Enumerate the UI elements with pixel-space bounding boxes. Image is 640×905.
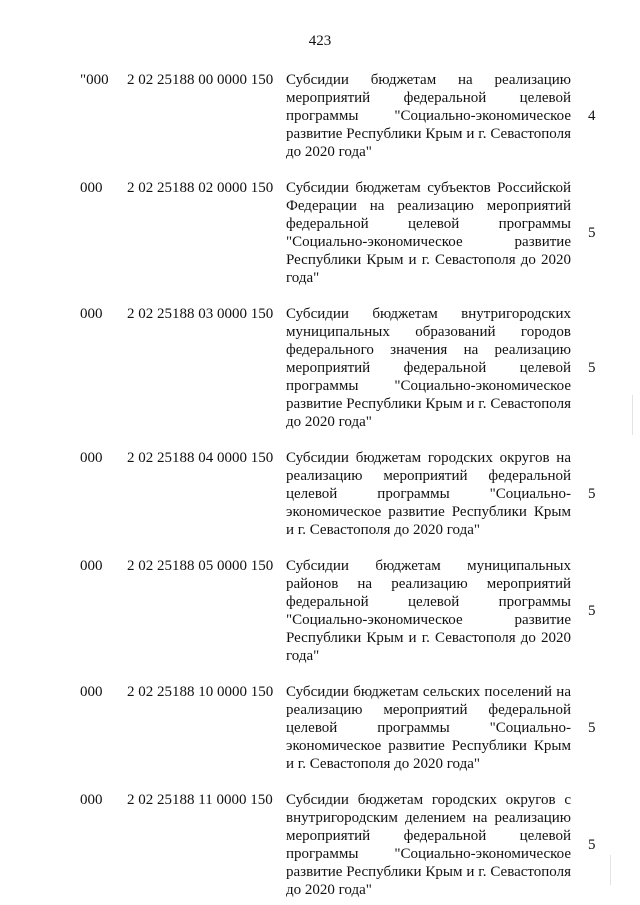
amount-value: 5 bbox=[588, 837, 596, 853]
table-row bbox=[0, 791, 640, 899]
table-row bbox=[0, 449, 640, 539]
revenue-description: Субсидии бюджетам городских округов на реализацию мероприятий федеральной целевой программы "Социально-экономическое развитие Республики Крым и г. Севастополя до 2020 года" bbox=[286, 450, 571, 538]
table-row bbox=[0, 179, 640, 287]
admin-code: "000 bbox=[80, 72, 109, 88]
revenue-description: Субсидии бюджетам на реализацию мероприятий федеральной целевой программы "Социально-экономическое развитие Республики Крым и г. Севастополя до 2020 года" bbox=[286, 72, 571, 160]
admin-code: 000 bbox=[80, 558, 103, 574]
scan-edge-mark bbox=[632, 395, 633, 435]
budget-code: 2 02 25188 02 0000 150 bbox=[127, 180, 274, 196]
scan-edge-mark bbox=[610, 855, 611, 885]
table-row bbox=[0, 557, 640, 665]
budget-code: 2 02 25188 11 0000 150 bbox=[127, 792, 273, 808]
table-row bbox=[0, 71, 640, 161]
revenue-description: Субсидии бюджетам субъектов Российской Федерации на реализацию мероприятий федеральной целевой программы "Социально-экономическое развитие Республики Крым и г. Севастополя до 2020 года" bbox=[286, 180, 571, 286]
page-number: 423 bbox=[308, 33, 332, 49]
amount-value: 5 bbox=[588, 225, 596, 241]
budget-classification-table bbox=[0, 71, 640, 899]
admin-code: 000 bbox=[80, 792, 103, 808]
budget-code: 2 02 25188 05 0000 150 bbox=[127, 558, 274, 574]
budget-code: 2 02 25188 04 0000 150 bbox=[127, 450, 274, 466]
table-row bbox=[0, 683, 640, 773]
amount-value: 5 bbox=[588, 603, 596, 619]
amount-value: 4 bbox=[588, 108, 596, 124]
revenue-description: Субсидии бюджетам муниципальных районов на реализацию мероприятий федеральной целевой программы "Социально-экономическое развитие Республики Крым и г. Севастополя до 2020 года" bbox=[286, 558, 571, 664]
amount-value: 5 bbox=[588, 360, 596, 376]
budget-code: 2 02 25188 03 0000 150 bbox=[127, 306, 274, 322]
table-row bbox=[0, 305, 640, 431]
revenue-description: Субсидии бюджетам внутригородских муниципальных образований городов федерального значения на реализацию мероприятий федеральной целевой программы "Социально-экономическое развитие Республики Крым и г. Севастополя до 2020 года" bbox=[286, 306, 571, 430]
admin-code: 000 bbox=[80, 684, 103, 700]
revenue-description: Субсидии бюджетам городских округов с внутригородским делением на реализацию мероприятий федеральной целевой программы "Социально-экономическое развитие Республики Крым и г. Севастополя до 2020 года" bbox=[286, 792, 571, 898]
admin-code: 000 bbox=[80, 306, 103, 322]
revenue-description: Субсидии бюджетам сельских поселений на реализацию мероприятий федеральной целевой программы "Социально-экономическое развитие Республики Крым и г. Севастополя до 2020 года" bbox=[286, 684, 571, 772]
admin-code: 000 bbox=[80, 180, 103, 196]
admin-code: 000 bbox=[80, 450, 103, 466]
budget-code: 2 02 25188 00 0000 150 bbox=[127, 72, 274, 88]
budget-code: 2 02 25188 10 0000 150 bbox=[127, 684, 274, 700]
amount-value: 5 bbox=[588, 486, 596, 502]
amount-value: 5 bbox=[588, 720, 596, 736]
